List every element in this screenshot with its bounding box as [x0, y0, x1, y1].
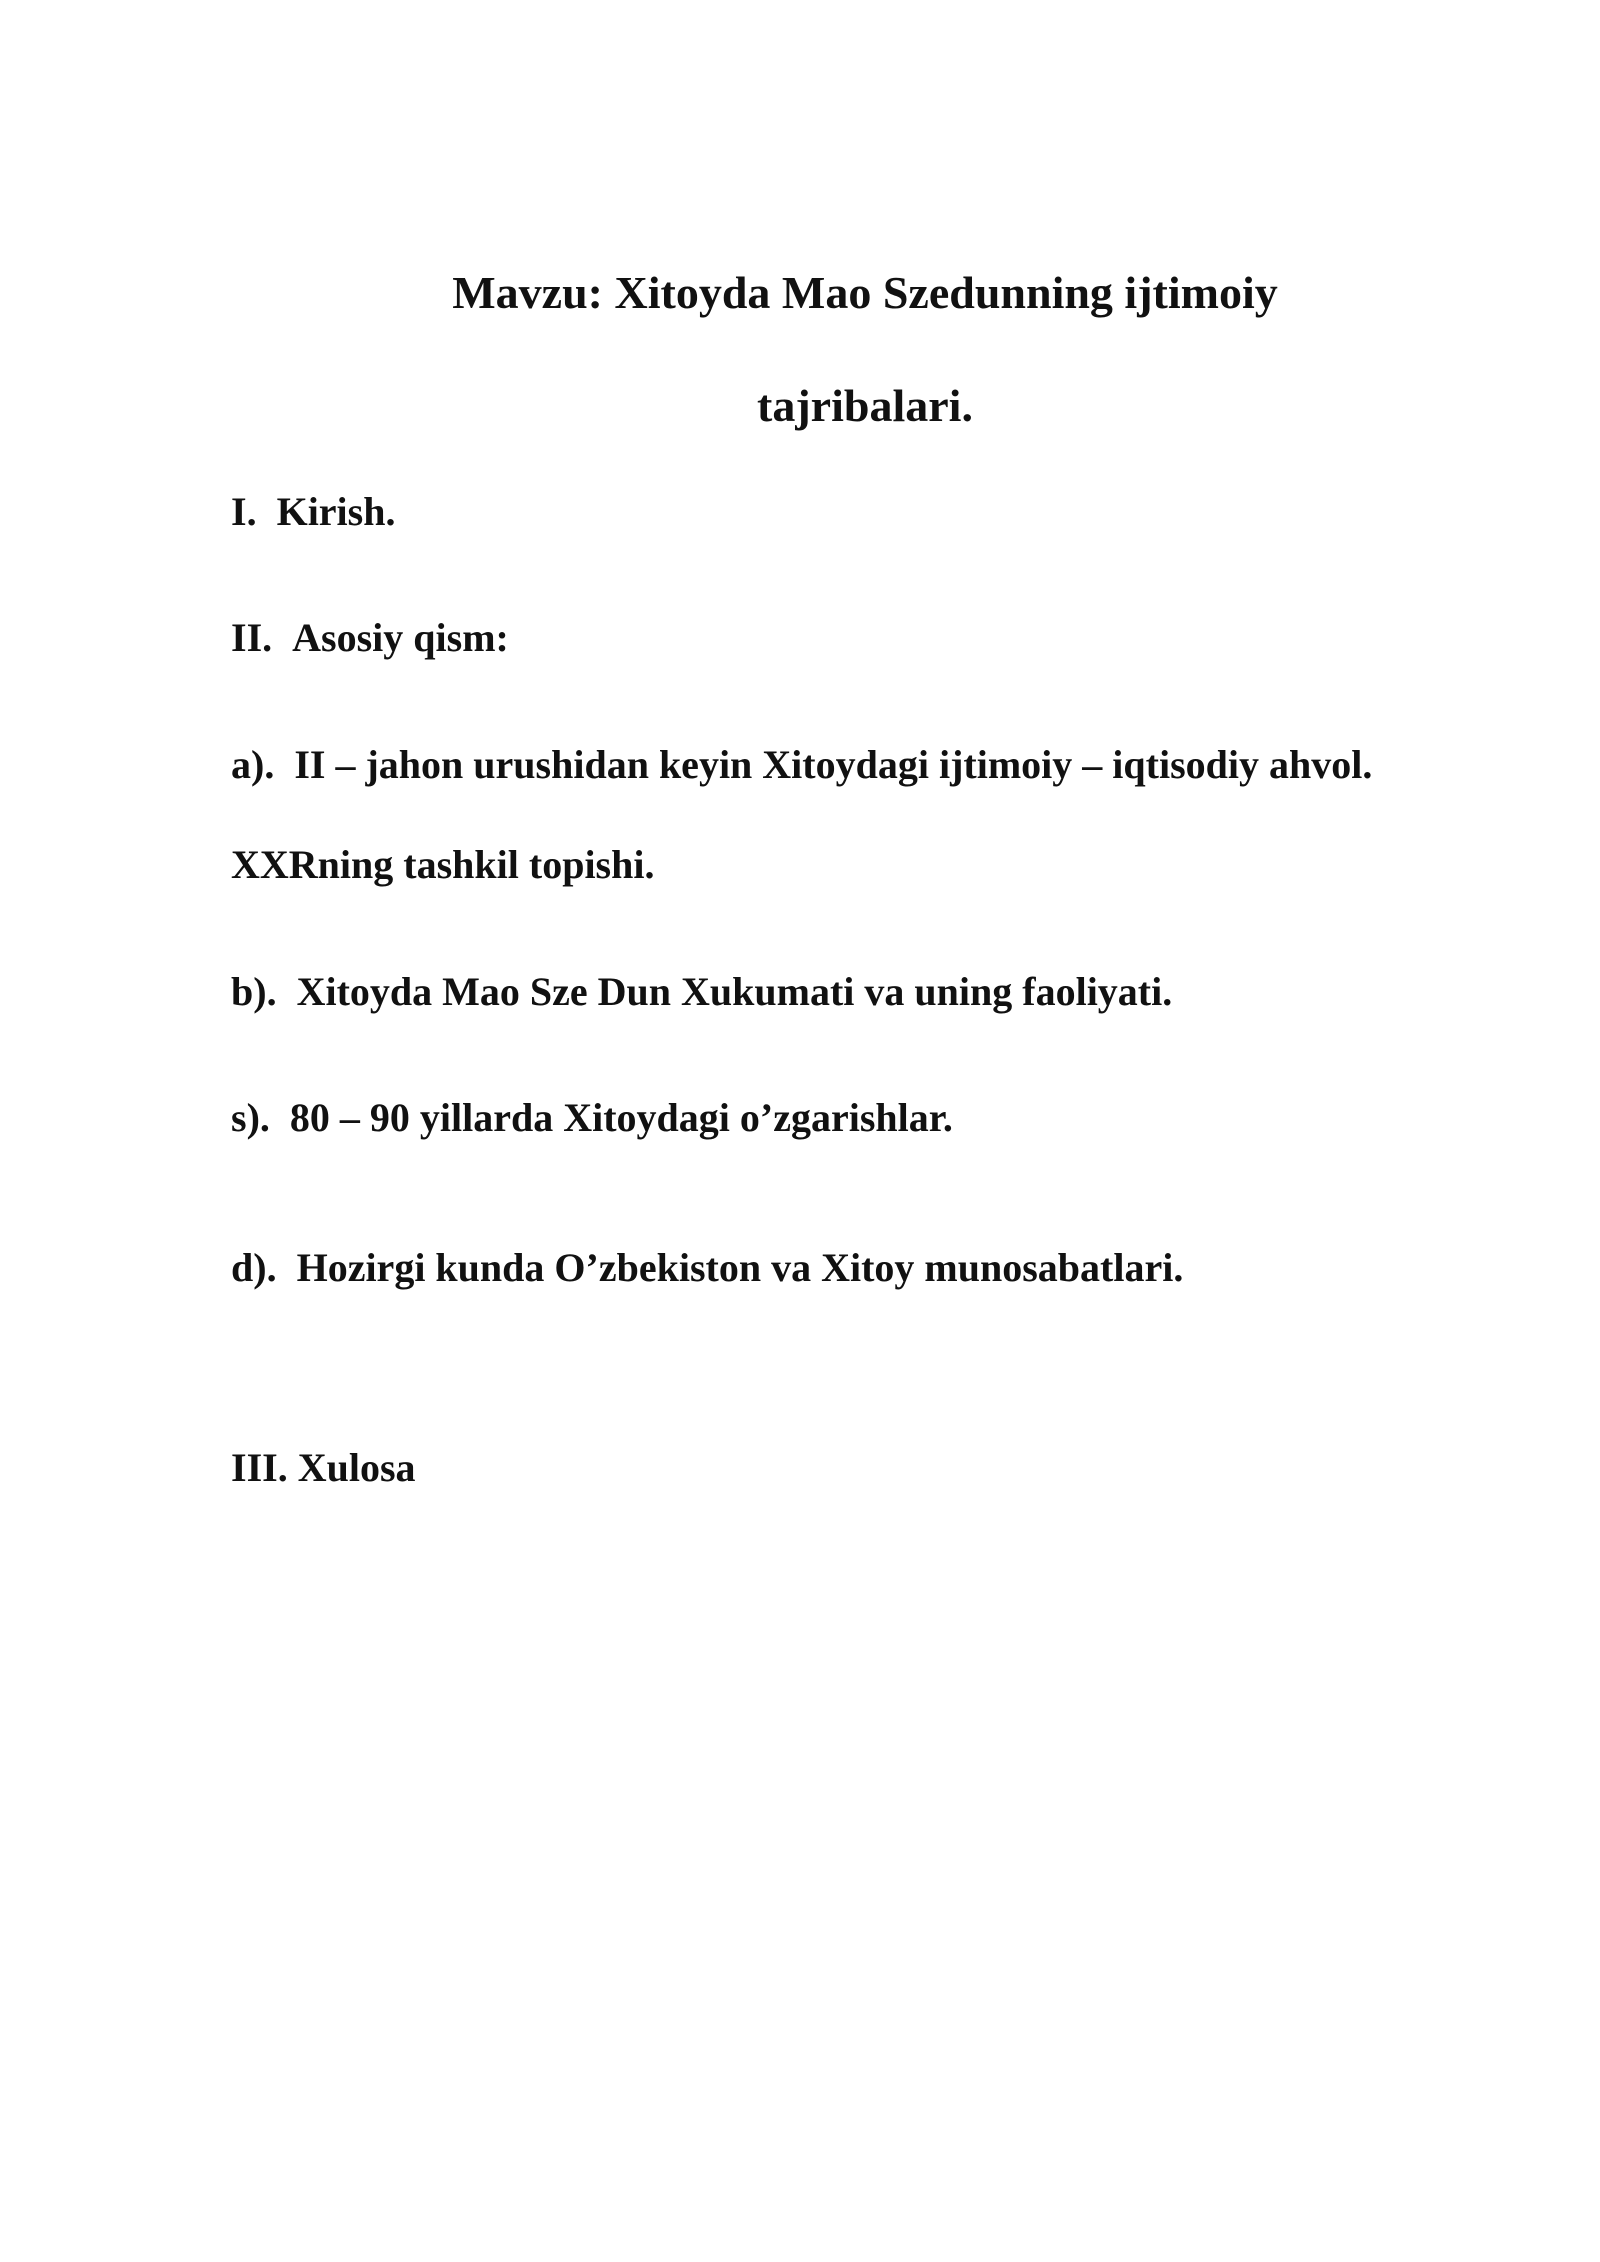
outline-text: II – jahon urushidan keyin Xitoydagi ijtimoiy – iqtisodiy ahvol. — [294, 742, 1373, 787]
outline-text: Asosiy qism: — [292, 615, 509, 660]
outline-item-a — [231, 741, 1372, 789]
outline-text: 80 – 90 yillarda Xitoydagi o’zgarishlar. — [289, 1095, 953, 1140]
document-title-line-2: tajribalari. — [757, 380, 973, 431]
outline-marker: b). — [231, 969, 277, 1014]
outline-text: Xulosa — [297, 1445, 416, 1490]
outline-item-b — [231, 968, 1172, 1016]
outline-marker: d). — [231, 1245, 277, 1290]
outline-marker: II. — [231, 615, 273, 660]
outline-item-a-continuation: XXRning tashkil topishi. — [231, 842, 655, 887]
outline-marker: I. — [231, 489, 257, 534]
document-title-line-1: Mavzu: Xitoyda Mao Szedunning ijtimoiy — [452, 267, 1278, 318]
outline-marker: III. — [231, 1445, 288, 1490]
outline-item-introduction — [231, 488, 395, 536]
outline-text: Xitoyda Mao Sze Dun Xukumati va uning faoliyati. — [296, 969, 1173, 1014]
outline-item-conclusion — [231, 1444, 416, 1492]
outline-marker: a). — [231, 742, 275, 787]
outline-item-d — [231, 1244, 1183, 1292]
outline-item-main-part — [231, 614, 509, 662]
outline-text: Kirish. — [276, 489, 396, 534]
outline-item-s — [231, 1094, 953, 1142]
outline-text: Hozirgi kunda O’zbekiston va Xitoy munosabatlari. — [296, 1245, 1184, 1290]
outline-marker: s). — [231, 1095, 270, 1140]
